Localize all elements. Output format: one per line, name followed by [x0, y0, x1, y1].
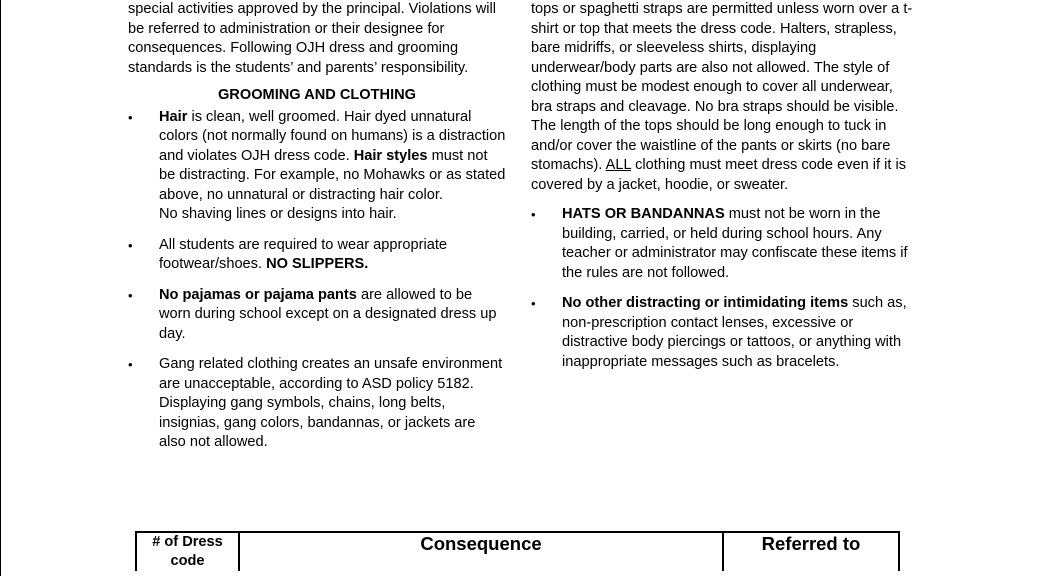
- list-item-hats: [531, 205, 913, 283]
- bullet-icon: •: [531, 296, 536, 311]
- intro-paragraph: special activities approved by the principal. Violations will be referred to administration or their designee for consequences. Following OJH dress and grooming standards is the students’ and parents’ responsibility.: [128, 1, 497, 76]
- hair-styles-text: must not be distracting. For example, no Mohawks or as stated above, no unnatural or distracting hair color.: [159, 147, 506, 203]
- left-column: [128, 0, 506, 464]
- hair-styles-label: Hair styles: [353, 147, 428, 164]
- col-consequence: Consequence: [239, 532, 723, 571]
- hair-text: is clean, well groomed. Hair dyed unnatural colors (not normally found on humans) is a distraction and violates OJH dress code.: [159, 108, 506, 164]
- gang-text: Gang related clothing creates an unsafe environment are unacceptable, according to ASD policy 5182. Displaying gang symbols, chains, long belts, insignias, gang colors, bandannas, or jackets are also not allowed.: [159, 356, 503, 450]
- pajamas-label: No pajamas or pajama pants: [159, 286, 357, 303]
- no-slippers-label: NO SLIPPERS.: [266, 256, 369, 272]
- list-item-footwear: [128, 236, 506, 275]
- shaving-text: No shaving lines or designs into hair.: [159, 206, 397, 222]
- bullet-icon: •: [128, 109, 133, 125]
- hats-label: HATS OR BANDANNAS: [562, 206, 725, 222]
- distracting-text: such as, non-prescription contact lenses, excessive or distractive body piercings or tattoos, or anything with inappropriate messages such as bracelets.: [562, 295, 907, 370]
- bullet-icon: •: [531, 207, 536, 222]
- footwear-text: All students are required to wear appropriate footwear/shoes.: [159, 236, 447, 272]
- tops-text: tops or spaghetti straps are permitted unless worn over a t-shirt or top that meets the dress code. Halters, strapless, bare midriffs, or sleeveless shirts, displaying underwear/body parts are also not allowed. The style of clothing must be modest enough to cover all underwear, bra straps and cleavage. No bra straps should be visible. The length of the tops should be long enough to tuck in and/or cover the waistline of the pants or skirts (no bare stomachs).: [531, 1, 913, 173]
- col-referred-to: Referred to: [723, 532, 899, 571]
- section-heading: GROOMING AND CLOTHING: [217, 87, 417, 103]
- bullet-icon: •: [128, 287, 133, 303]
- table-header-row: [136, 532, 899, 571]
- tops-text-end: clothing must meet dress code even if it is covered by a jacket, hoodie, or sweater.: [531, 157, 907, 193]
- tops-paragraph: [531, 0, 913, 195]
- list-item-hair: [128, 108, 506, 225]
- hair-label: Hair: [159, 108, 188, 125]
- hats-text: must not be worn in the building, carried, or held during school hours. Any teacher or administrator may confiscate these items if the rules are not followed.: [562, 206, 908, 281]
- list-item-pajamas: [128, 286, 506, 345]
- page-edge-line: [0, 0, 1, 576]
- all-underlined: ALL: [605, 157, 632, 173]
- list-item-distracting: [531, 294, 913, 372]
- bullet-icon: •: [128, 237, 133, 253]
- bullet-icon: •: [128, 357, 133, 372]
- list-item-gang: [128, 355, 506, 453]
- col-dress-code-count: # of Dress code: [136, 532, 239, 571]
- right-column: [531, 0, 913, 383]
- pajamas-text: are allowed to be worn during school except on a designated dress up day.: [159, 286, 497, 342]
- distracting-label: No other distracting or intimidating items: [562, 295, 849, 311]
- consequence-table: [135, 531, 900, 571]
